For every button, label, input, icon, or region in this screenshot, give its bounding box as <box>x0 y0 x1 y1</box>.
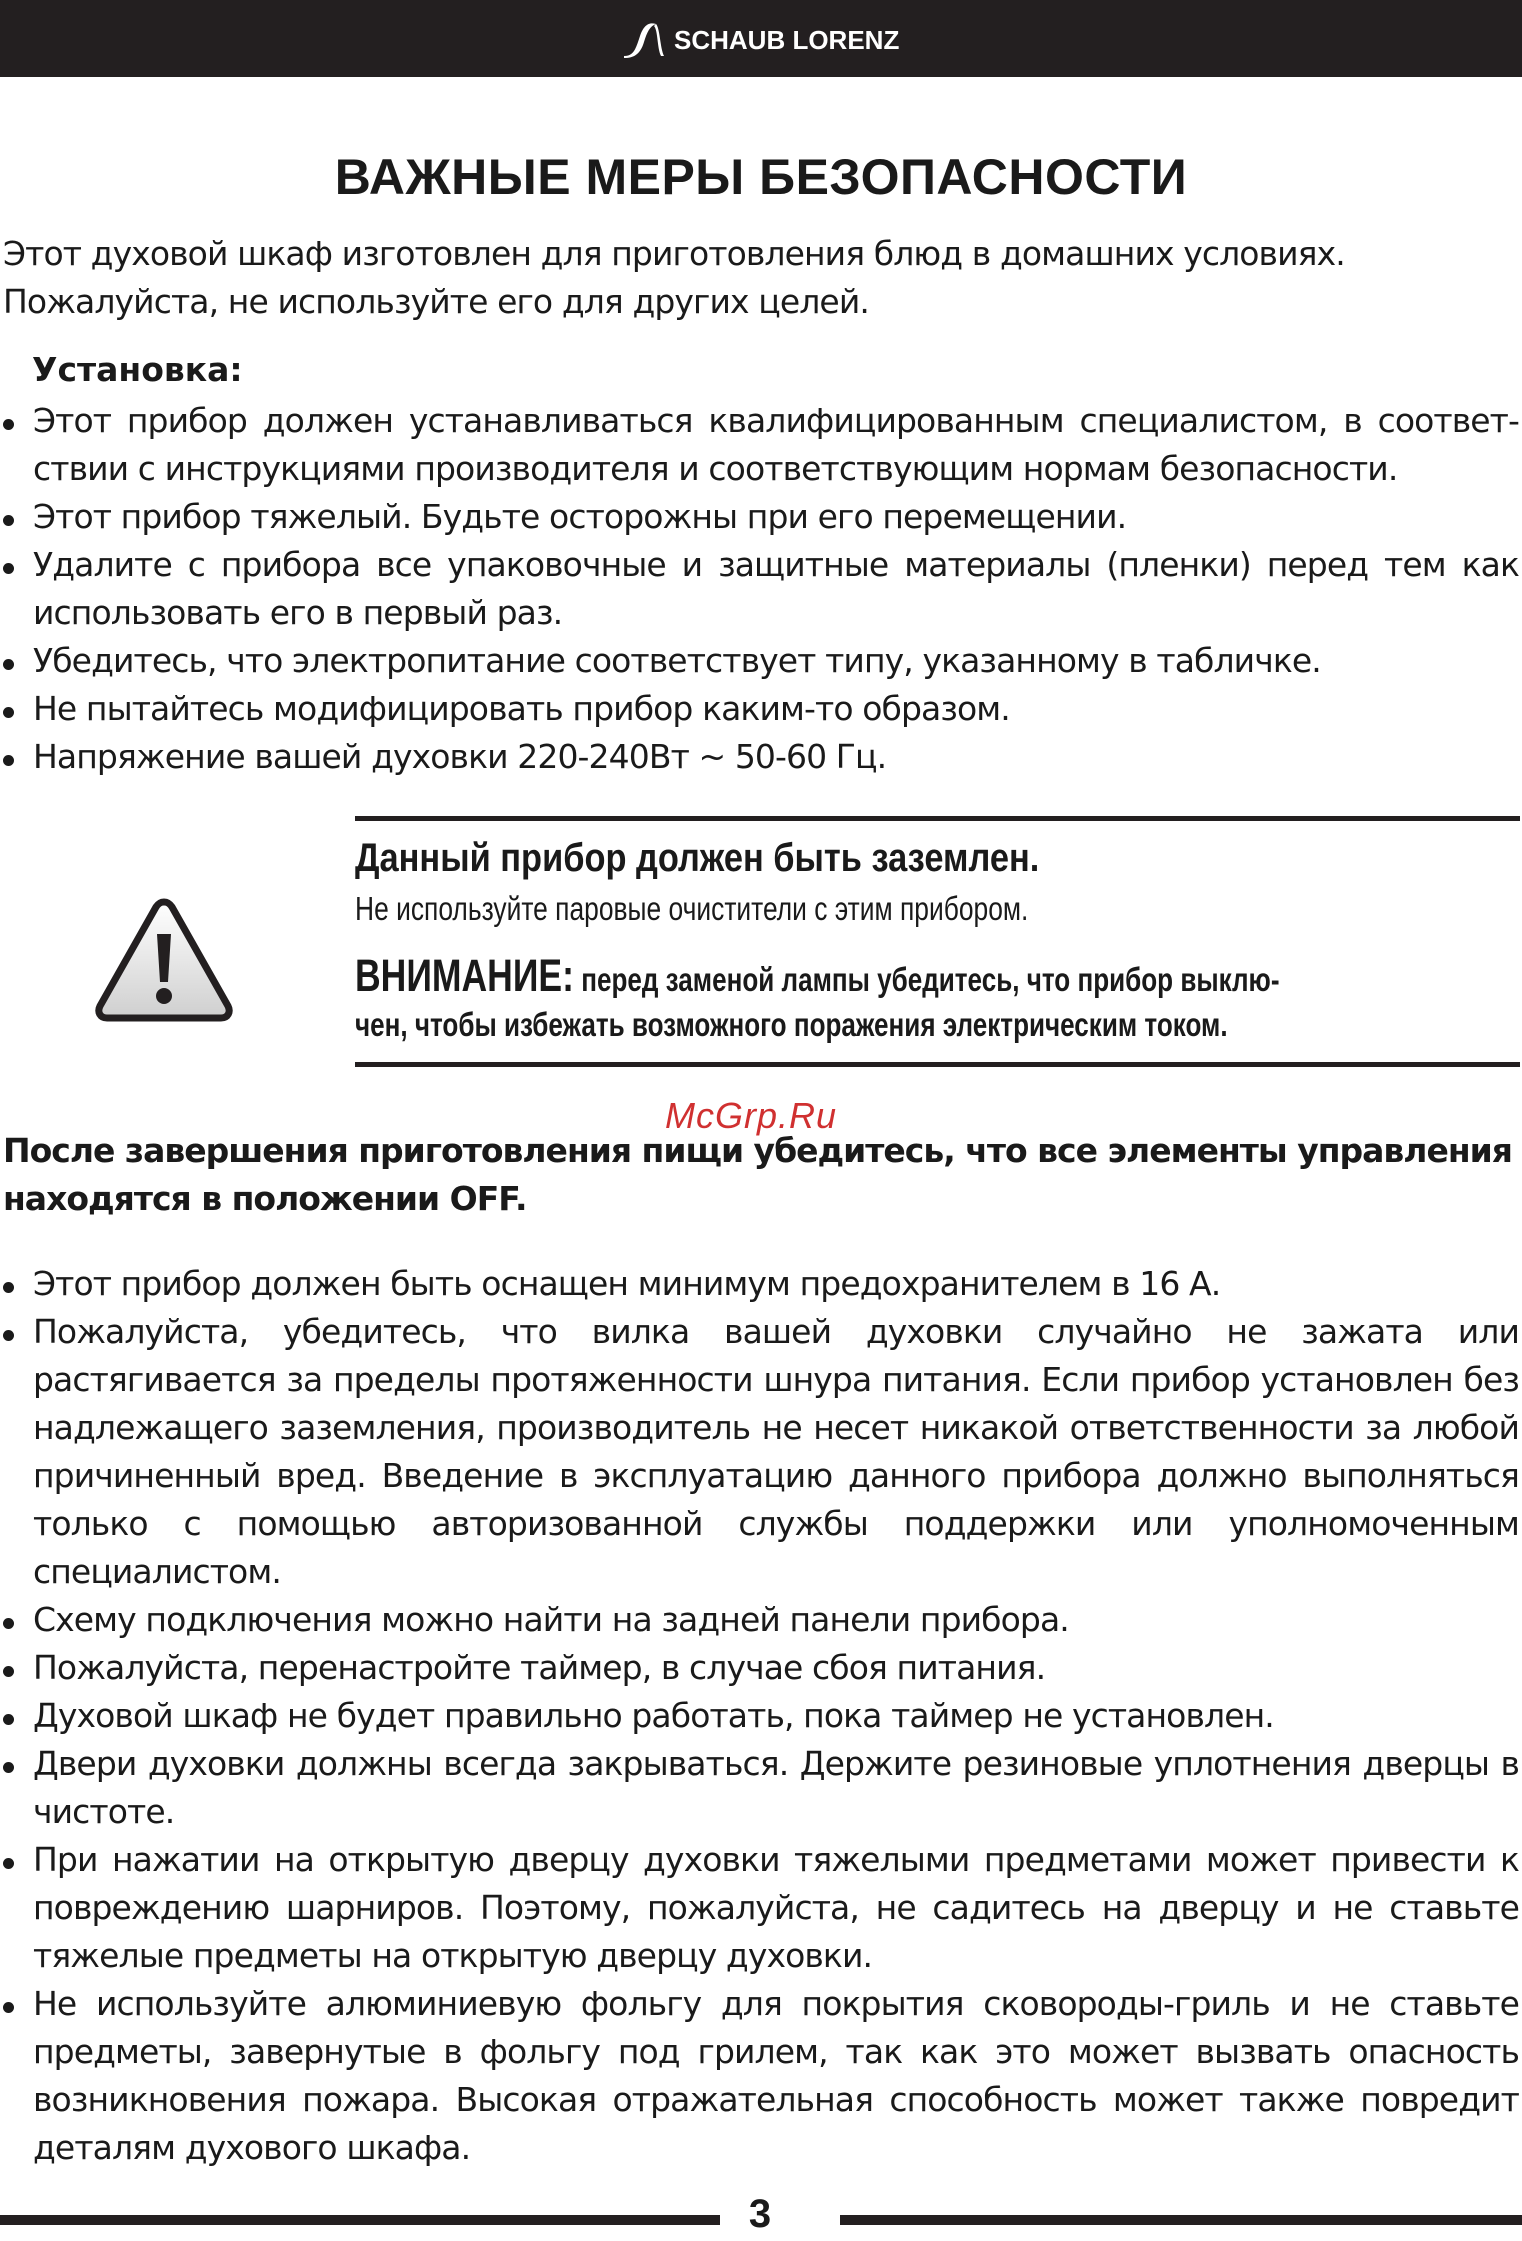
warning-triangle-icon <box>94 896 234 1024</box>
installation-heading: Установка: <box>32 350 243 389</box>
list-item-text: Этот прибор тяжелый. Будьте осторожны при его перемещении. <box>33 497 1127 536</box>
list-item-text: растягивается за пределы протяженности шнура питания. Если прибор установлен без <box>33 1360 1519 1399</box>
list-item-text: специалистом. <box>33 1552 281 1591</box>
attention-label: ВНИМАНИЕ: <box>355 950 574 1001</box>
list-item-text: использовать его в первый раз. <box>33 593 563 632</box>
list-item-text: Убедитесь, что электропитание соответствует типу, указанному в табличке. <box>33 641 1321 680</box>
footer-rule-right <box>840 2215 1522 2225</box>
warning-top-rule <box>355 816 1520 821</box>
watermark: McGrp.Ru <box>665 1095 838 1136</box>
page-title: ВАЖНЫЕ МЕРЫ БЕЗОПАСНОСТИ <box>334 149 1188 205</box>
list-item-text: только с помощью авторизованной службы поддержки или уполномоченным <box>33 1504 1519 1543</box>
warning-bottom-rule <box>355 1062 1520 1067</box>
list-item-text: Этот прибор должен устанавливаться квалифицированным специалистом, в соответ- <box>33 401 1519 440</box>
list-item-text: Схему подключения можно найти на задней панели прибора. <box>33 1600 1069 1639</box>
list-item-text: предметы, завернутые в фольгу под грилем, так как это может вызвать опасность <box>33 2032 1519 2071</box>
page-number: 3 <box>748 2192 772 2236</box>
after-cooking-note: После завершения приготовления пищи убедитесь, что все элементы управления <box>3 1131 1512 1170</box>
list-item-text: ствии с инструкциями производителя и соответствующим нормам безопасности. <box>33 449 1398 488</box>
list-item-text: Двери духовки должны всегда закрываться. Держите резиновые уплотнения дверцы в <box>33 1744 1519 1783</box>
list-item-text: Удалите с прибора все упаковочные и защитные материалы (пленки) перед тем как <box>33 545 1519 584</box>
intro-line: Этот духовой шкаф изготовлен для приготовления блюд в домашних условиях. <box>3 234 1345 273</box>
list-item-text: возникновения пожара. Высокая отражательная способность может также повредит <box>33 2080 1519 2119</box>
header-bar <box>0 0 1522 77</box>
footer-rule-left <box>0 2215 720 2225</box>
list-item-text: Напряжение вашей духовки 220-240Вт ~ 50-60 Гц. <box>33 737 887 776</box>
attention-line <box>355 950 1280 1002</box>
warning-heading: Данный прибор должен быть заземлен. <box>355 836 1040 880</box>
brand-logo <box>620 18 899 62</box>
list-item-text: Этот прибор должен быть оснащен минимум предохранителем в 16 А. <box>33 1264 1221 1303</box>
attention-text: перед заменой лампы убедитесь, что прибор выклю- <box>581 961 1280 998</box>
list-item-text: надлежащего заземления, производитель не несет никакой ответственности за любой <box>33 1408 1519 1447</box>
brand-swoosh-icon <box>620 18 668 62</box>
list-item-text: деталям духового шкафа. <box>33 2128 471 2167</box>
list-item-text: Пожалуйста, убедитесь, что вилка вашей духовки случайно не зажата или <box>33 1312 1519 1351</box>
list-item-text: Духовой шкаф не будет правильно работать, пока таймер не установлен. <box>33 1696 1274 1735</box>
list-item-text: чистоте. <box>33 1792 175 1831</box>
list-item-text: Не пытайтесь модифицировать прибор каким-то образом. <box>33 689 1010 728</box>
list-item-text: тяжелые предметы на открытую дверцу духовки. <box>33 1936 873 1975</box>
list-item-text: причиненный вред. Введение в эксплуатацию данного прибора должно выполняться <box>33 1456 1519 1495</box>
after-cooking-note: находятся в положении OFF. <box>3 1179 527 1218</box>
intro-line: Пожалуйста, не используйте его для других целей. <box>3 282 869 321</box>
brand-name: SCHAUB LORENZ <box>674 24 900 55</box>
list-item-text: Не используйте алюминиевую фольгу для покрытия сковороды-гриль и не ставьте <box>33 1984 1519 2023</box>
warning-subtext: Не используйте паровые очистители с этим прибором. <box>355 890 1029 927</box>
list-item-text: повреждению шарниров. Поэтому, пожалуйста, не садитесь на дверцу и не ставьте <box>33 1888 1519 1927</box>
attention-line-2: чен, чтобы избежать возможного поражения электрическим током. <box>355 1006 1228 1043</box>
list-item-text: При нажатии на открытую дверцу духовки тяжелыми предметами может привести к <box>33 1840 1519 1879</box>
list-item-text: Пожалуйста, перенастройте таймер, в случае сбоя питания. <box>33 1648 1046 1687</box>
